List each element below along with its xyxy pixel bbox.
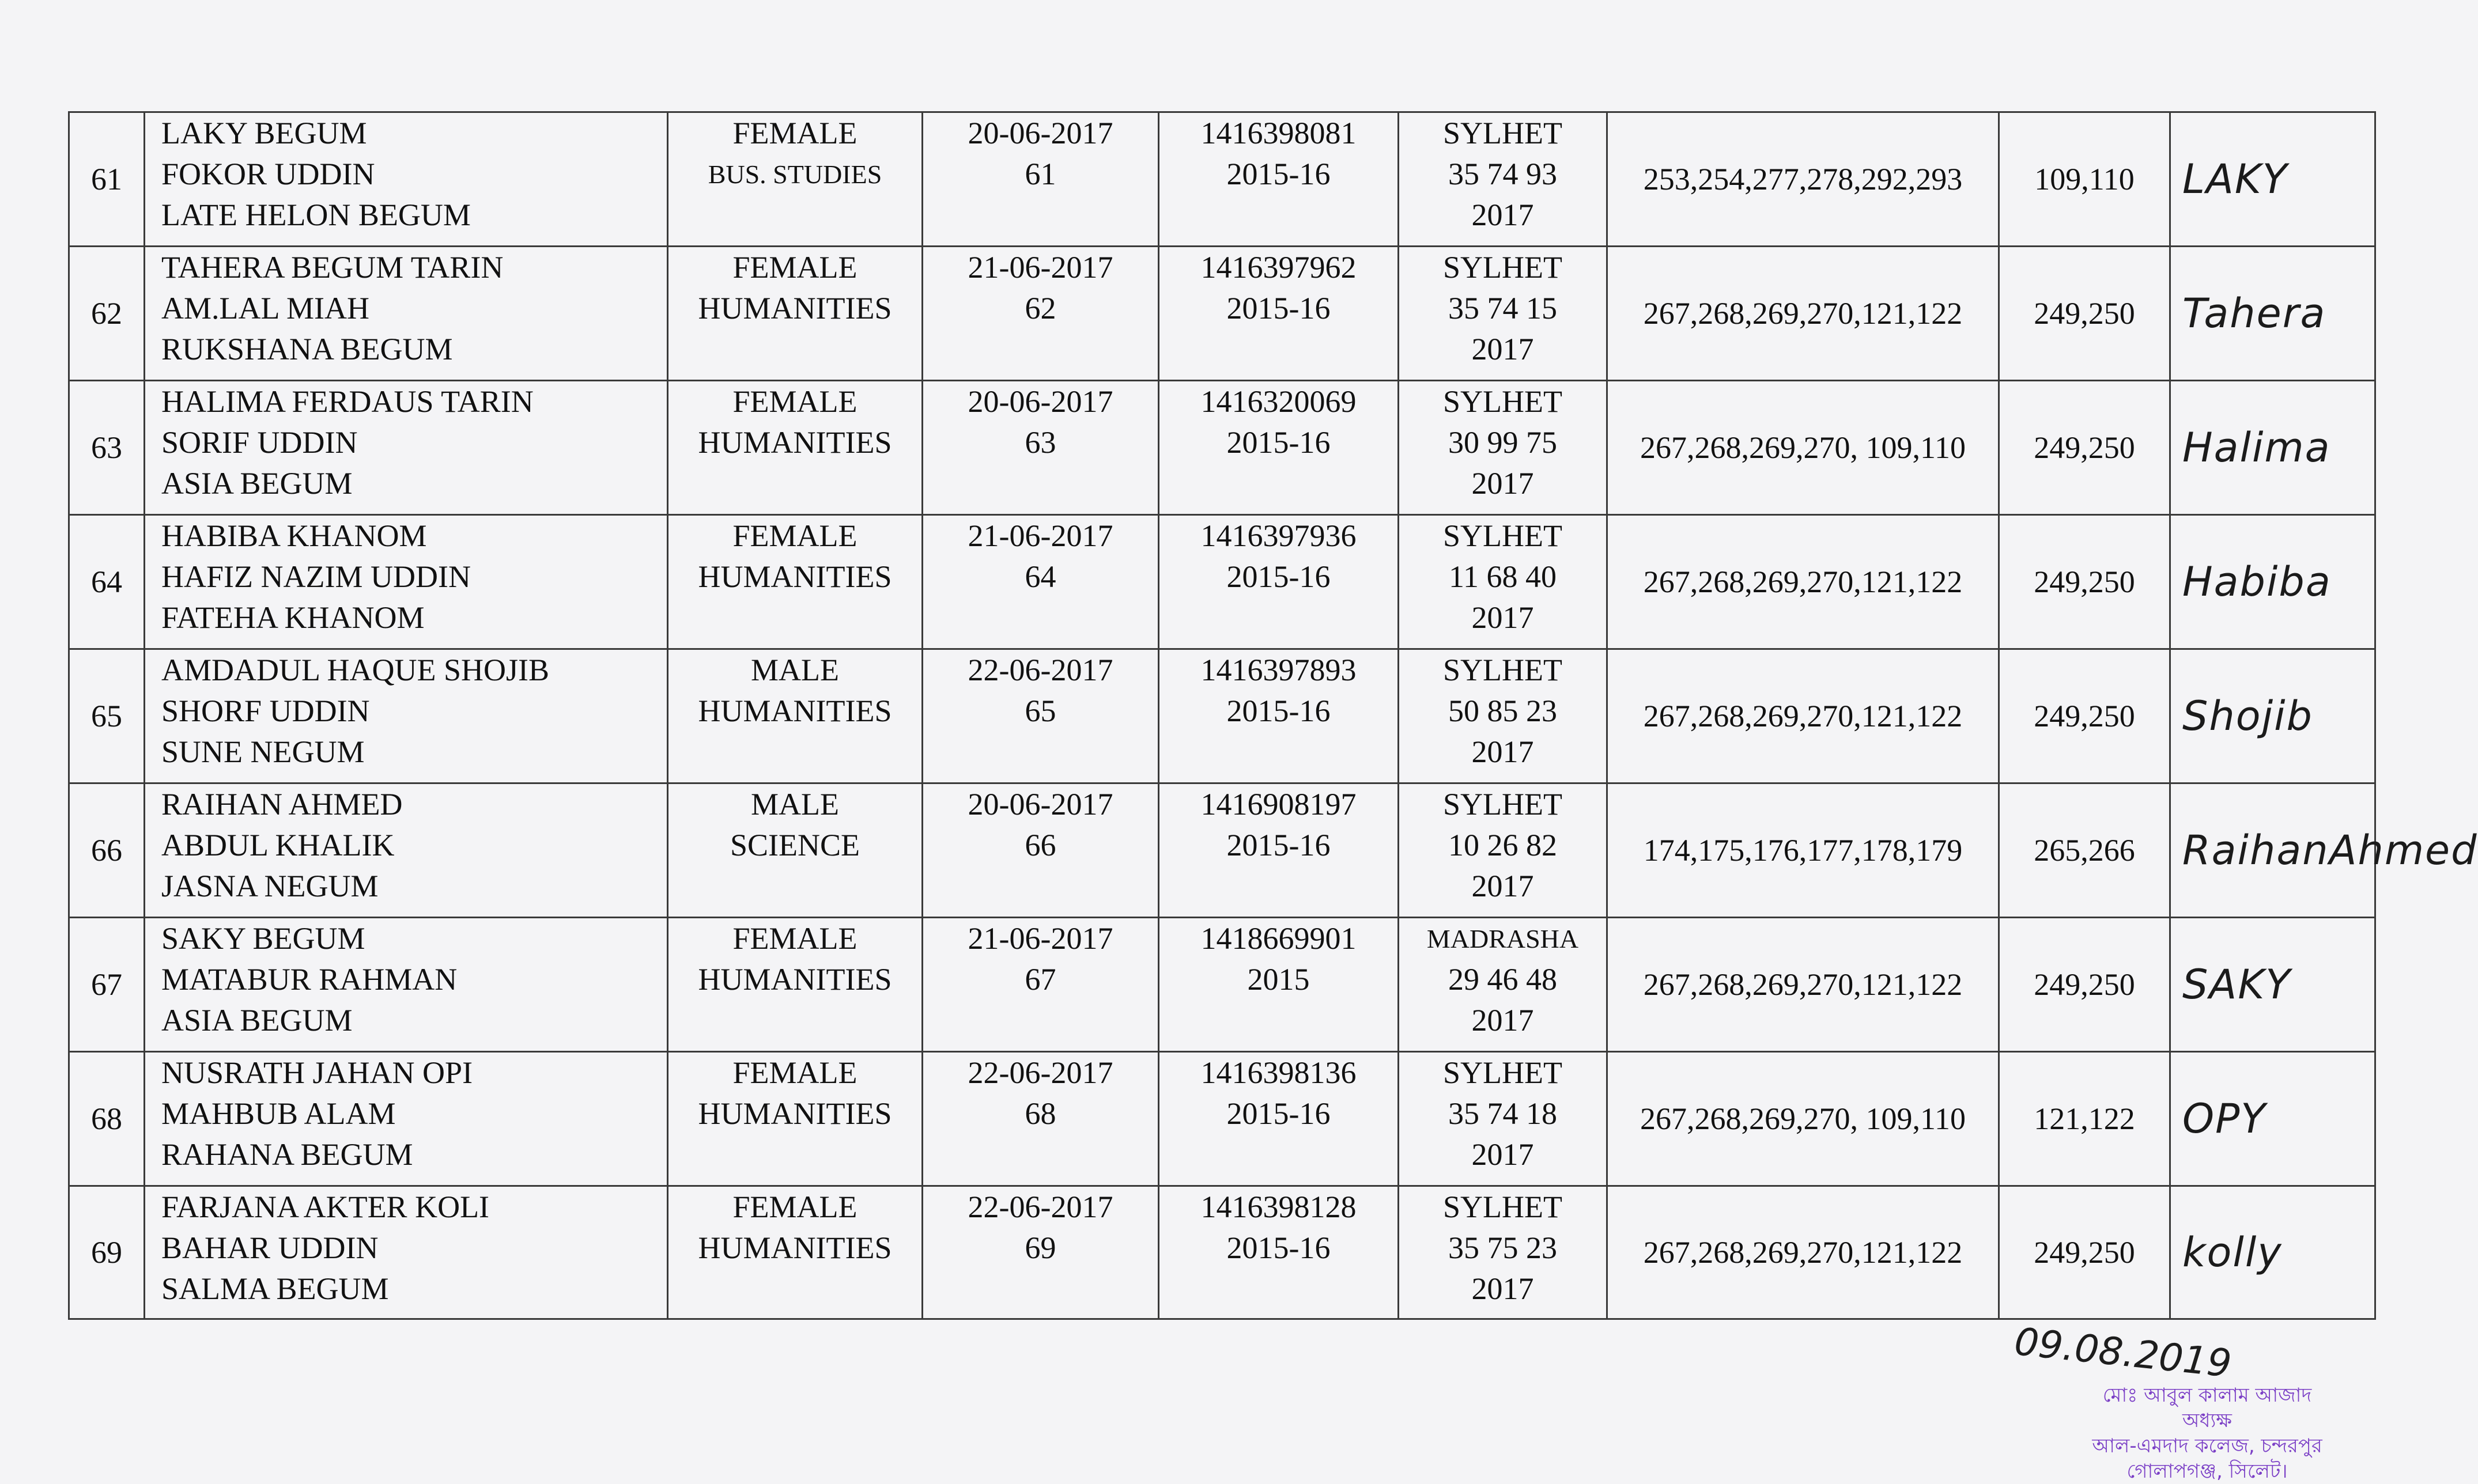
gender: FEMALE xyxy=(732,384,858,419)
gender-group-cell xyxy=(668,918,923,1052)
serial-cell xyxy=(69,918,145,1052)
father-name: HAFIZ NAZIM UDDIN xyxy=(161,559,471,594)
mother-name: RUKSHANA BEGUM xyxy=(161,332,453,366)
signature-date: 09.08.2019 xyxy=(2012,1319,2234,1387)
registration-cell xyxy=(1159,1186,1399,1319)
gender: FEMALE xyxy=(732,116,858,150)
board-name: SYLHET xyxy=(1443,787,1562,822)
board-cell xyxy=(1399,1052,1607,1186)
table-row xyxy=(69,515,2375,649)
group: HUMANITIES xyxy=(698,1231,892,1265)
father-name: FOKOR UDDIN xyxy=(161,157,375,191)
optional-codes: 249,250 xyxy=(2034,296,2135,331)
table-row xyxy=(69,381,2375,515)
serial-number: 67 xyxy=(91,967,122,1002)
registration-number: 1416398081 xyxy=(1200,116,1357,150)
roll-number: 67 xyxy=(1025,962,1056,997)
optional-codes: 121,122 xyxy=(2034,1101,2135,1136)
date-roll-cell xyxy=(923,112,1159,247)
registration-number: 1416397893 xyxy=(1200,653,1357,687)
student-signature: LAKY xyxy=(2182,155,2288,203)
table-body xyxy=(69,112,2478,1319)
roll-number: 61 xyxy=(1025,157,1056,191)
names-cell xyxy=(145,1052,668,1186)
optional-codes: 249,250 xyxy=(2034,1235,2135,1270)
signature-cell xyxy=(2170,112,2375,247)
gender: FEMALE xyxy=(732,518,858,553)
signature-cell xyxy=(2170,649,2375,783)
signature-cell xyxy=(2170,1052,2375,1186)
roll-number: 63 xyxy=(1025,425,1056,460)
roll-number: 65 xyxy=(1025,694,1056,728)
mother-name: ASIA BEGUM xyxy=(161,1003,353,1038)
admission-date: 20-06-2017 xyxy=(968,116,1113,150)
session: 2015-16 xyxy=(1226,559,1331,594)
board-number: 35 74 93 xyxy=(1448,157,1557,191)
board-cell xyxy=(1399,112,1607,247)
student-signature: Halima xyxy=(2182,423,2331,471)
board-year: 2017 xyxy=(1471,600,1534,635)
student-name: NUSRATH JAHAN OPI xyxy=(161,1055,473,1090)
group: HUMANITIES xyxy=(698,1096,892,1131)
gender-group-cell xyxy=(668,515,923,649)
board-number: 35 74 15 xyxy=(1448,291,1557,325)
names-cell xyxy=(145,381,668,515)
group: HUMANITIES xyxy=(698,559,892,594)
board-name: SYLHET xyxy=(1443,653,1562,687)
group: HUMANITIES xyxy=(698,962,892,997)
subjects-cell xyxy=(1607,1186,1999,1319)
session: 2015-16 xyxy=(1226,1231,1331,1265)
admission-date: 21-06-2017 xyxy=(968,250,1113,285)
admission-date: 20-06-2017 xyxy=(968,384,1113,419)
board-name: SYLHET xyxy=(1443,1055,1562,1090)
session: 2015-16 xyxy=(1226,694,1331,728)
student-signature: Habiba xyxy=(2182,558,2332,605)
registration-cell xyxy=(1159,649,1399,783)
registration-number: 1416397962 xyxy=(1200,250,1357,285)
subjects-cell xyxy=(1607,783,1999,918)
registration-cell xyxy=(1159,381,1399,515)
subjects-cell xyxy=(1607,247,1999,381)
optional-codes: 249,250 xyxy=(2034,698,2135,733)
board-cell xyxy=(1399,783,1607,918)
gender-group-cell xyxy=(668,649,923,783)
official-stamp xyxy=(1994,1383,2420,1484)
board-number: 35 75 23 xyxy=(1448,1231,1557,1265)
serial-cell xyxy=(69,381,145,515)
names-cell xyxy=(145,649,668,783)
signature-cell xyxy=(2170,783,2478,918)
board-number: 11 68 40 xyxy=(1449,559,1557,594)
board-name: SYLHET xyxy=(1443,384,1562,419)
roll-number: 69 xyxy=(1025,1231,1056,1265)
student-signature: RaihanAhmed xyxy=(2182,826,2478,874)
admission-date: 21-06-2017 xyxy=(968,518,1113,553)
gender: MALE xyxy=(751,787,839,822)
board-year: 2017 xyxy=(1471,332,1534,366)
signature-cell xyxy=(2170,918,2375,1052)
serial-cell xyxy=(69,515,145,649)
serial-cell xyxy=(69,783,145,918)
gender: FEMALE xyxy=(732,921,858,956)
admission-date: 22-06-2017 xyxy=(968,1190,1113,1224)
registration-number: 1416908197 xyxy=(1200,787,1357,822)
board-name: SYLHET xyxy=(1443,1190,1562,1224)
subject-codes: 267,268,269,270,121,122 xyxy=(1643,296,1963,331)
board-year: 2017 xyxy=(1471,1137,1534,1172)
serial-number: 63 xyxy=(91,430,122,465)
subject-codes: 267,268,269,270,121,122 xyxy=(1643,1235,1963,1270)
optional-cell xyxy=(1999,918,2170,1052)
roll-number: 66 xyxy=(1025,828,1056,862)
gender-group-cell xyxy=(668,247,923,381)
mother-name: SALMA BEGUM xyxy=(161,1271,389,1306)
session: 2015-16 xyxy=(1226,425,1331,460)
subjects-cell xyxy=(1607,1052,1999,1186)
serial-number: 62 xyxy=(91,296,122,331)
subjects-cell xyxy=(1607,515,1999,649)
student-signature: Tahera xyxy=(2182,289,2326,337)
student-name: RAIHAN AHMED xyxy=(161,787,403,822)
subject-codes: 253,254,277,278,292,293 xyxy=(1643,161,1963,196)
board-cell xyxy=(1399,247,1607,381)
serial-number: 61 xyxy=(91,161,122,196)
registration-cell xyxy=(1159,112,1399,247)
board-year: 2017 xyxy=(1471,1271,1534,1306)
date-roll-cell xyxy=(923,1052,1159,1186)
gender: FEMALE xyxy=(732,250,858,285)
registration-number: 1416397936 xyxy=(1200,518,1357,553)
father-name: MATABUR RAHMAN xyxy=(161,962,458,997)
names-cell xyxy=(145,515,668,649)
table-row xyxy=(69,783,2375,918)
serial-cell xyxy=(69,1186,145,1319)
board-number: 35 74 18 xyxy=(1448,1096,1557,1131)
subject-codes: 174,175,176,177,178,179 xyxy=(1643,832,1963,868)
subjects-cell xyxy=(1607,112,1999,247)
names-cell xyxy=(145,918,668,1052)
student-name: HALIMA FERDAUS TARIN xyxy=(161,384,534,419)
board-year: 2017 xyxy=(1471,198,1534,232)
optional-cell xyxy=(1999,1186,2170,1319)
date-roll-cell xyxy=(923,649,1159,783)
roll-number: 68 xyxy=(1025,1096,1056,1131)
board-cell xyxy=(1399,1186,1607,1319)
optional-cell xyxy=(1999,247,2170,381)
board-year: 2017 xyxy=(1471,735,1534,769)
optional-cell xyxy=(1999,515,2170,649)
registration-cell xyxy=(1159,1052,1399,1186)
table-row xyxy=(69,649,2375,783)
father-name: SHORF UDDIN xyxy=(161,694,370,728)
student-name: TAHERA BEGUM TARIN xyxy=(161,250,504,285)
board-name: MADRASHA xyxy=(1426,924,1579,953)
mother-name: SUNE NEGUM xyxy=(161,735,365,769)
admission-date: 22-06-2017 xyxy=(968,1055,1113,1090)
stamp-college: আল-এমদাদ কলেজ, চন্দরপুর xyxy=(2092,1434,2322,1458)
student-name: AMDADUL HAQUE SHOJIB xyxy=(161,653,549,687)
registration-number: 1416398128 xyxy=(1200,1190,1357,1224)
optional-cell xyxy=(1999,381,2170,515)
serial-number: 64 xyxy=(91,564,122,599)
board-number: 30 99 75 xyxy=(1448,425,1557,460)
optional-codes: 249,250 xyxy=(2034,564,2135,599)
subject-codes: 267,268,269,270,121,122 xyxy=(1643,564,1963,599)
serial-number: 69 xyxy=(91,1235,122,1270)
table-row xyxy=(69,247,2375,381)
table-row xyxy=(69,112,2375,247)
registration-cell xyxy=(1159,918,1399,1052)
subjects-cell xyxy=(1607,649,1999,783)
stamp-place: গোলাপগঞ্জ, সিলেট। xyxy=(2126,1460,2288,1483)
board-cell xyxy=(1399,381,1607,515)
student-signature: Shojib xyxy=(2182,692,2313,740)
subjects-cell xyxy=(1607,381,1999,515)
subject-codes: 267,268,269,270,121,122 xyxy=(1643,967,1963,1002)
stamp-name: মোঃ আবুল কালাম আজাদ xyxy=(2102,1384,2312,1407)
registration-number: 1418669901 xyxy=(1200,921,1357,956)
admission-date: 20-06-2017 xyxy=(968,787,1113,822)
roll-number: 62 xyxy=(1025,291,1056,325)
names-cell xyxy=(145,1186,668,1319)
board-cell xyxy=(1399,649,1607,783)
mother-name: RAHANA BEGUM xyxy=(161,1137,413,1172)
mother-name: FATEHA KHANOM xyxy=(161,600,425,635)
date-roll-cell xyxy=(923,783,1159,918)
optional-codes: 265,266 xyxy=(2034,832,2135,868)
board-name: SYLHET xyxy=(1443,518,1562,553)
mother-name: LATE HELON BEGUM xyxy=(161,198,471,232)
mother-name: ASIA BEGUM xyxy=(161,466,353,501)
serial-number: 68 xyxy=(91,1101,122,1136)
student-name: FARJANA AKTER KOLI xyxy=(161,1190,490,1224)
father-name: BAHAR UDDIN xyxy=(161,1231,379,1265)
optional-codes: 249,250 xyxy=(2034,967,2135,1002)
board-number: 50 85 23 xyxy=(1448,694,1557,728)
names-cell xyxy=(145,783,668,918)
group: HUMANITIES xyxy=(698,425,892,460)
serial-cell xyxy=(69,247,145,381)
serial-cell xyxy=(69,1052,145,1186)
gender: FEMALE xyxy=(732,1190,858,1224)
student-name: HABIBA KHANOM xyxy=(161,518,427,553)
names-cell xyxy=(145,112,668,247)
student-name: SAKY BEGUM xyxy=(161,921,365,956)
student-register-table xyxy=(68,111,2478,1320)
board-name: SYLHET xyxy=(1443,250,1562,285)
optional-codes: 109,110 xyxy=(2034,161,2135,196)
stamp-title: অধ্যক্ষ xyxy=(2182,1409,2232,1432)
serial-number: 66 xyxy=(91,832,122,868)
board-cell xyxy=(1399,918,1607,1052)
subjects-cell xyxy=(1607,918,1999,1052)
session: 2015-16 xyxy=(1226,291,1331,325)
serial-cell xyxy=(69,112,145,247)
board-name: SYLHET xyxy=(1443,116,1562,150)
optional-cell xyxy=(1999,649,2170,783)
date-roll-cell xyxy=(923,381,1159,515)
table-row xyxy=(69,918,2375,1052)
father-name: MAHBUB ALAM xyxy=(161,1096,396,1131)
father-name: ABDUL KHALIK xyxy=(161,828,395,862)
registration-number: 1416320069 xyxy=(1200,384,1357,419)
board-number: 10 26 82 xyxy=(1448,828,1557,862)
student-signature: SAKY xyxy=(2182,960,2291,1008)
board-year: 2017 xyxy=(1471,466,1534,501)
group: HUMANITIES xyxy=(698,694,892,728)
group: SCIENCE xyxy=(730,828,860,862)
gender-group-cell xyxy=(668,783,923,918)
optional-cell xyxy=(1999,1052,2170,1186)
student-name: LAKY BEGUM xyxy=(161,116,367,150)
signature-cell xyxy=(2170,1186,2375,1319)
gender-group-cell xyxy=(668,112,923,247)
board-year: 2017 xyxy=(1471,1003,1534,1038)
registration-cell xyxy=(1159,247,1399,381)
subject-codes: 267,268,269,270, 109,110 xyxy=(1640,1101,1966,1136)
admission-date: 22-06-2017 xyxy=(968,653,1113,687)
session: 2015-16 xyxy=(1226,1096,1331,1131)
session: 2015-16 xyxy=(1226,828,1331,862)
table-row xyxy=(69,1186,2375,1319)
subject-codes: 267,268,269,270,121,122 xyxy=(1643,698,1963,733)
date-roll-cell xyxy=(923,1186,1159,1319)
subject-codes: 267,268,269,270, 109,110 xyxy=(1640,430,1966,465)
board-cell xyxy=(1399,515,1607,649)
session: 2015 xyxy=(1247,962,1310,997)
registration-cell xyxy=(1159,515,1399,649)
student-signature: kolly xyxy=(2182,1228,2283,1276)
group: HUMANITIES xyxy=(698,291,892,325)
father-name: AM.LAL MIAH xyxy=(161,291,369,325)
gender: FEMALE xyxy=(732,1055,858,1090)
student-signature: OPY xyxy=(2182,1095,2267,1142)
board-year: 2017 xyxy=(1471,869,1534,903)
optional-cell xyxy=(1999,783,2170,918)
serial-number: 65 xyxy=(91,698,122,733)
gender-group-cell xyxy=(668,1186,923,1319)
admission-date: 21-06-2017 xyxy=(968,921,1113,956)
gender-group-cell xyxy=(668,1052,923,1186)
signature-cell xyxy=(2170,247,2375,381)
principal-stamp-block xyxy=(1982,1319,2420,1483)
registration-number: 1416398136 xyxy=(1200,1055,1357,1090)
registration-cell xyxy=(1159,783,1399,918)
signature-cell xyxy=(2170,381,2375,515)
signature-cell xyxy=(2170,515,2375,649)
serial-cell xyxy=(69,649,145,783)
principal-signature xyxy=(2012,1319,2234,1386)
mother-name: JASNA NEGUM xyxy=(161,869,379,903)
gender-group-cell xyxy=(668,381,923,515)
date-roll-cell xyxy=(923,918,1159,1052)
table-row xyxy=(69,1052,2375,1186)
session: 2015-16 xyxy=(1226,157,1331,191)
optional-cell xyxy=(1999,112,2170,247)
roll-number: 64 xyxy=(1025,559,1056,594)
names-cell xyxy=(145,247,668,381)
group: BUS. STUDIES xyxy=(708,160,882,189)
gender: MALE xyxy=(751,653,839,687)
optional-codes: 249,250 xyxy=(2034,430,2135,465)
date-roll-cell xyxy=(923,515,1159,649)
board-number: 29 46 48 xyxy=(1448,962,1557,997)
father-name: SORIF UDDIN xyxy=(161,425,358,460)
date-roll-cell xyxy=(923,247,1159,381)
